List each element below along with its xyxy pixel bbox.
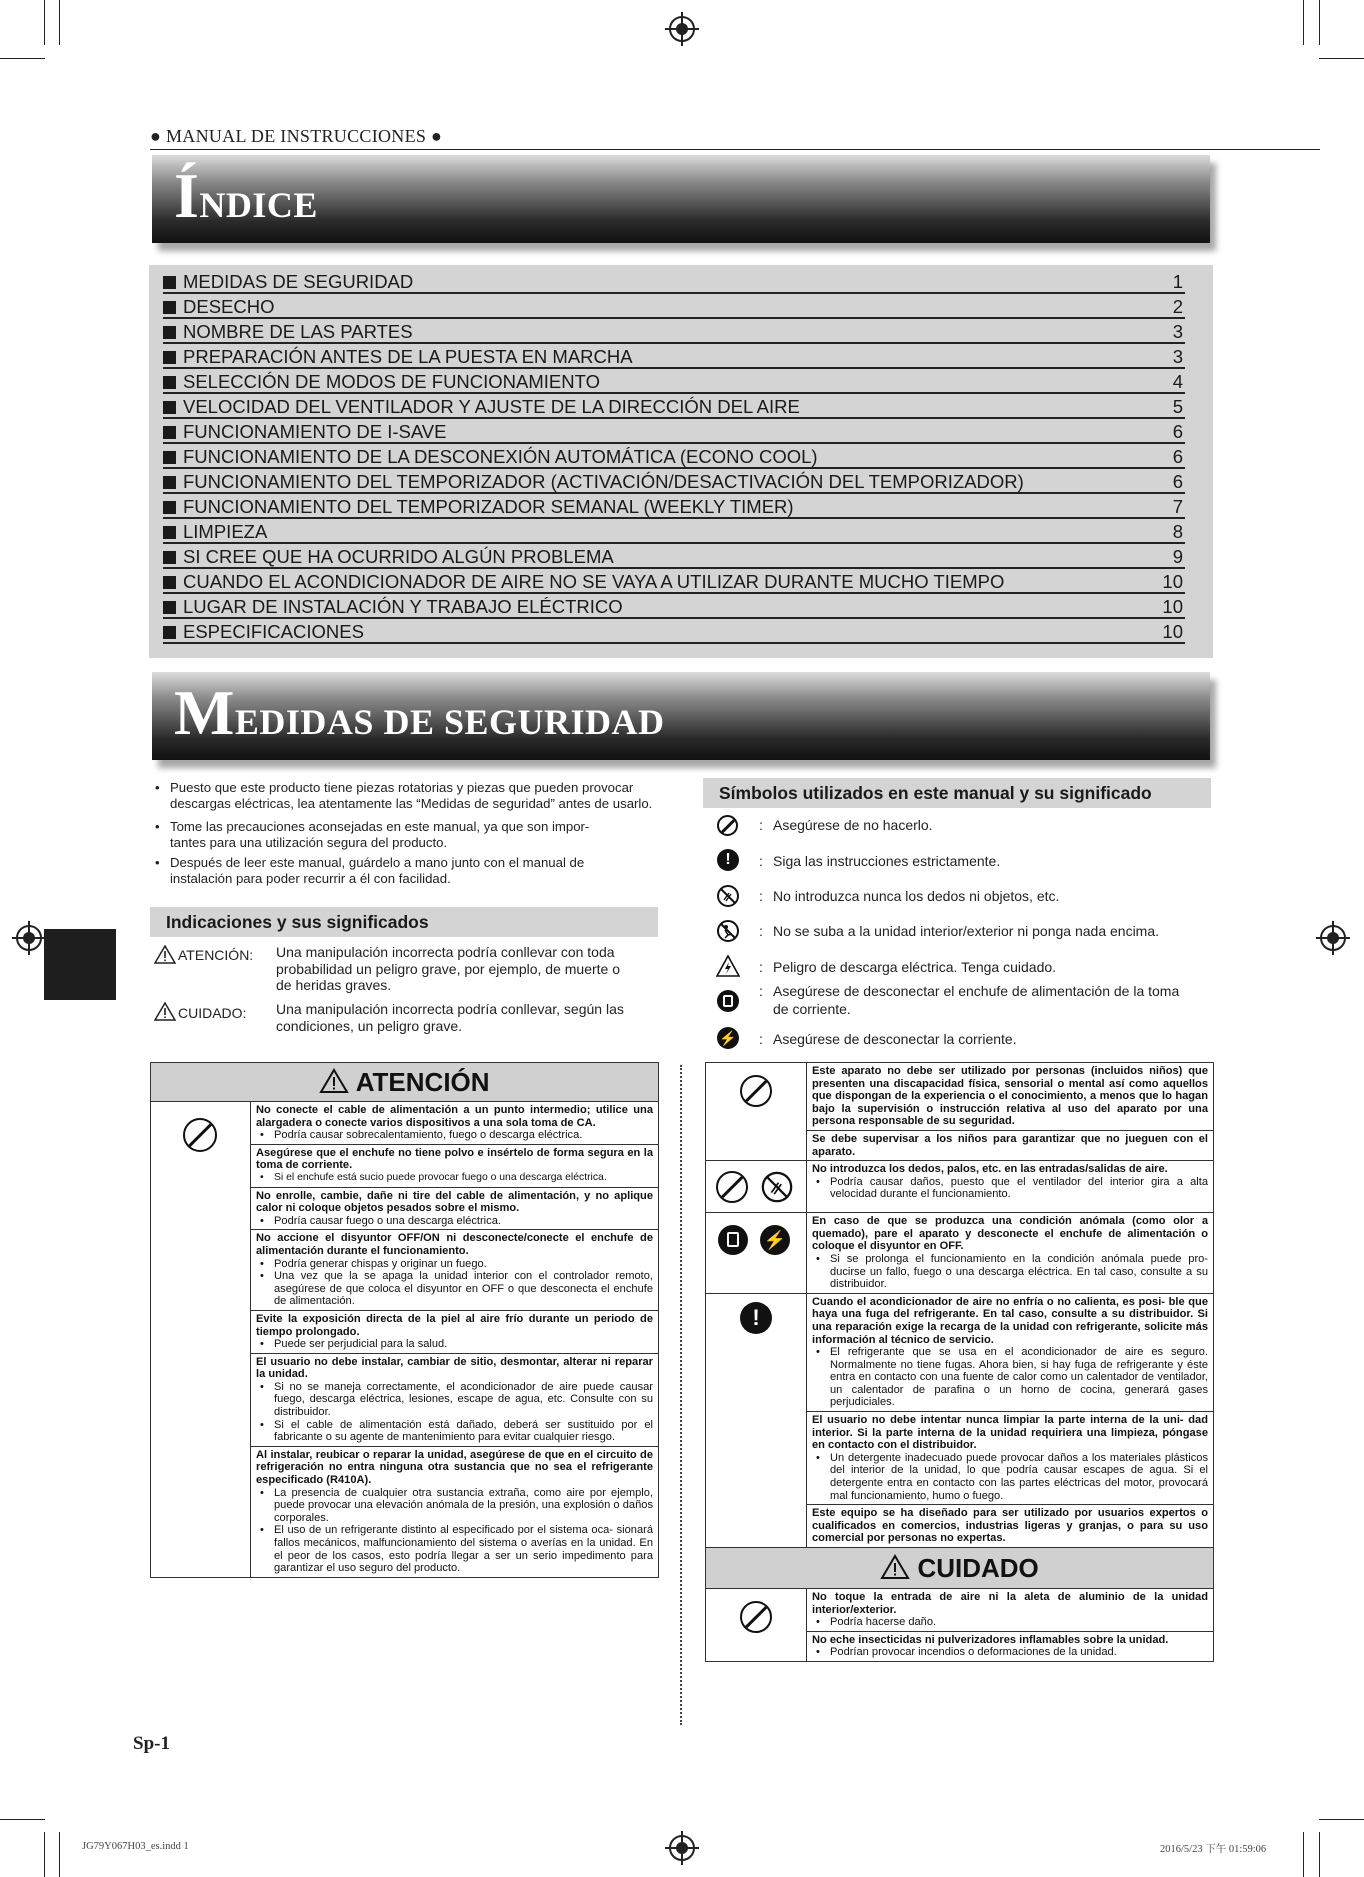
symbol-text: Siga las instrucciones estrictamente. (773, 853, 1001, 869)
symbol-text: No se suba a la unidad interior/exterior ni ponga nada encima. (773, 923, 1160, 939)
icon-cell (706, 1293, 807, 1547)
index-banner (152, 155, 1210, 243)
cuidado-text: Una manipulación incorrecta podría conllevar, según las (276, 1001, 624, 1017)
atencion-text: Una manipulación incorrecta podría conllevar con toda (276, 944, 615, 960)
toc-item[interactable]: FUNCIONAMIENTO DEL TEMPORIZADOR (ACTIVACIÓN/DESACTIVACIÓN DEL TEMPORIZADOR) 6 (163, 469, 1185, 494)
cuidado-table-header: CUIDADO (706, 1548, 1214, 1589)
icon-cell (706, 1589, 807, 1662)
toc-item[interactable]: SELECCIÓN DE MODOS DE FUNCIONAMIENTO 4 (163, 369, 1185, 394)
table-row: ! Cuando el acondicionador de aire no enfría o no calienta, es posi- ble que haya una fuga del refrigerante. En tal caso, consulte a su distribuidor. Si una reparación exige la recarga de la unidad con refrigerante, solicite más información al técnico de servicio. • El refrigerante que se usa en el acondicionador de aire es seguro. Normalmente no tiene fugas. Ahora bien, si hay fuga de refrigerante y éste entra en contacto con una fuente de calor como un calentador de ventilador, un calentador de parafina o un horno de cocina, generará gases perjudiciales. (706, 1293, 1214, 1411)
electric-shock-icon (716, 955, 740, 977)
cuidado-indication (152, 1001, 652, 1037)
exclamation-icon: ! (717, 849, 739, 871)
warning-triangle-icon (880, 1554, 910, 1580)
cuidado-label: CUIDADO: (178, 1005, 247, 1021)
table-row: No enrolle, cambie, dañe ni tire del cable de alimentación, y no aplique calor ni coloque objetos pesados sobre el mismo. • Podría causar fuego o una descarga eléctrica. (151, 1187, 659, 1230)
slug-file: JG79Y067H03_es.indd 1 (82, 1841, 189, 1852)
table-row: Asegúrese que el enchufe no tiene polvo e insértelo de forma segura en la toma de corriente. • Si el enchufe está sucio puede provocar fuego o una descarga eléctrica. (151, 1144, 659, 1187)
table-row: ⚡ En caso de que se produzca una condición anómala (como olor a quemado), pare el aparato y desconecte el enchufe de alimentación o coloque el disyuntor en OFF. • Si se prolonga el funcionamiento en la condición anómala puede pro- ducirse un fallo, fuego o una descarga eléctrica. En tal caso, consulte a su distribuidor. (706, 1213, 1214, 1294)
warning-triangle-icon (154, 945, 176, 964)
toc-item[interactable]: DESECHO 2 (163, 294, 1185, 319)
no-climb-icon (716, 919, 740, 943)
unplug-icon (717, 990, 739, 1012)
symbol-row: ! : Siga las instrucciones estrictamente. (713, 849, 1213, 873)
warning-triangle-icon (154, 1002, 176, 1021)
intro-bullet: • Después de leer este manual, guárdelo a mano junto con el manual de instalación para poder recurrir a él con facilidad. (155, 855, 585, 886)
toc-item[interactable]: FUNCIONAMIENTO DE I-SAVE 6 (163, 419, 1185, 444)
table-row: Este aparato no debe ser utilizado por personas (incluidos niños) que presenten una discapacidad física, sensorial o mental así como aquellos que dispongan de la experiencia o el conocimiento, a menos que lo hagan bajo la supervisión o instrucción relativa al uso del aparato por una persona responsable de su seguridad. (706, 1063, 1214, 1131)
symbol-text: Asegúrese de no hacerlo. (773, 817, 933, 833)
toc-item[interactable]: VELOCIDAD DEL VENTILADOR Y AJUSTE DE LA DIRECCIÓN DEL AIRE 5 (163, 394, 1185, 419)
atencion-table-header: ATENCIÓN (151, 1063, 659, 1102)
atencion-text: de heridas graves. (276, 977, 392, 993)
manual-title: ● MANUAL DE INSTRUCCIONES ● (150, 126, 443, 146)
atencion-text: probabilidad un peligro grave, por ejemplo, de muerte o (276, 960, 620, 977)
no-fingers-icon (716, 884, 740, 908)
page-number: Sp-1 (133, 1733, 170, 1754)
slug-date: 2016/5/23 下午 01:59:06 (1160, 1844, 1267, 1855)
prohibition-icon (716, 1171, 748, 1203)
icon-cell (706, 1213, 807, 1294)
index-title: ÍNDICE (174, 160, 318, 231)
atencion-table (150, 1062, 659, 1578)
toc-item[interactable]: SI CREE QUE HA OCURRIDO ALGÚN PROBLEMA 9 (163, 544, 1185, 569)
icon-cell (706, 1161, 807, 1213)
registration-mark-bottom (669, 1835, 695, 1861)
safety-title: MEDIDAS DE SEGURIDAD (174, 677, 665, 748)
no-fingers-icon (760, 1170, 794, 1204)
atencion-indication (152, 944, 652, 994)
header-rule (150, 149, 1320, 150)
toc-item[interactable]: PREPARACIÓN ANTES DE LA PUESTA EN MARCHA 3 (163, 344, 1185, 369)
table-row: No eche insecticidas ni pulverizadores inflamables sobre la unidad. • Podrían provocar incendios o deformaciones de la unidad. (706, 1631, 1214, 1661)
unplug-icon (718, 1225, 748, 1255)
registration-mark-left (16, 925, 42, 951)
symbol-row: : No se suba a la unidad interior/exterior ni ponga nada encima. (713, 919, 1213, 943)
symbol-text: Asegúrese de desconectar el enchufe de alimentación de la toma (773, 983, 1180, 999)
symbol-row: : Asegúrese de desconectar el enchufe de alimentación de la toma de corriente. (713, 983, 1213, 1019)
toc-item[interactable]: LUGAR DE INSTALACIÓN Y TRABAJO ELÉCTRICO 10 (163, 594, 1185, 619)
toc-item[interactable]: LIMPIEZA 8 (163, 519, 1185, 544)
symbol-row: : Asegúrese de no hacerlo. (713, 814, 1213, 838)
icon-cell (151, 1102, 251, 1578)
table-row: Este equipo se ha diseñado para ser utilizado por usuarios expertos o cualificados en comercios, industrias ligeras y granjas, o para su uso comercial por personas no expertas. (706, 1505, 1214, 1548)
symbol-text: Asegúrese de desconectar la corriente. (773, 1031, 1017, 1047)
symbol-row: : Peligro de descarga eléctrica. Tenga cuidado. (713, 955, 1213, 979)
toc-item[interactable]: MEDIDAS DE SEGURIDAD 1 (163, 269, 1185, 294)
prohibition-icon (740, 1601, 772, 1633)
intro-bullet: • Puesto que este producto tiene piezas rotatorias y piezas que pueden provocar descargas eléctricas, lea atentamente las “Medidas de seguridad” antes de usarlo. (155, 780, 653, 811)
table-row: No conecte el cable de alimentación a un punto intermedio; utilice una alargadera o conecte varios dispositivos a una sola toma de CA. • Podría causar sobrecalentamiento, fuego o descarga eléctrica. (151, 1102, 659, 1145)
cuidado-text: condiciones, un peligro grave. (276, 1017, 463, 1034)
symbols-heading: Símbolos utilizados en este manual y su significado (703, 778, 1211, 808)
toc-item[interactable]: FUNCIONAMIENTO DEL TEMPORIZADOR SEMANAL (WEEKLY TIMER) 7 (163, 494, 1185, 519)
section-tab-marker (44, 929, 116, 1000)
symbol-row: ⚡ : Asegúrese de desconectar la corriente. (713, 1027, 1213, 1051)
symbol-text: de corriente. (773, 1001, 851, 1017)
symbol-row: : No introduzca nunca los dedos ni objetos, etc. (713, 884, 1213, 908)
column-divider (680, 1065, 682, 1725)
registration-mark-right (1320, 925, 1346, 951)
icon-cell (706, 1063, 807, 1161)
table-row: Evite la exposición directa de la piel al aire frío durante un periodo de tiempo prolongado. • Puede ser perjudicial para la salud. (151, 1310, 659, 1353)
table-row: No introduzca los dedos, palos, etc. en las entradas/salidas de aire. • Podría causar daños, puesto que el ventilador del interior gira a alta velocidad durante el funcionamiento. (706, 1161, 1214, 1213)
safety-banner (152, 672, 1210, 760)
warning-triangle-icon (319, 1068, 349, 1094)
symbol-text: Peligro de descarga eléctrica. Tenga cuidado. (773, 959, 1057, 975)
prohibition-icon (717, 815, 738, 836)
indications-heading: Indicaciones y sus significados (150, 907, 658, 937)
table-of-contents (149, 265, 1213, 658)
prohibition-icon (183, 1118, 217, 1152)
table-row: No accione el disyuntor OFF/ON ni desconecte/conecte el enchufe de alimentación durante el funcionamiento. • Podría generar chispas y originar un fuego. • Una vez que la se apaga la unidad interior con el controlador remoto, asegúrese de que coloca el disyuntor en OFF o que desconecta el enchufe de alimentación. (151, 1230, 659, 1311)
table-row: No toque la entrada de aire ni la aleta de aluminio de la unidad interior/exterior. • Podría hacerse daño. (706, 1589, 1214, 1632)
table-row: El usuario no debe instalar, cambiar de sitio, desmontar, alterar ni reparar la unidad. • Si no se maneja correctamente, el acondicionador de aire puede causar fuego, descarga eléctrica, lesiones, escape de agua, etc. Consulte con su distribuidor. • Si el cable de alimentación está dañado, deberá ser sustituido por el fabricante o su agente de mantenimiento para evitar cualquier riesgo. (151, 1353, 659, 1446)
registration-mark-top (669, 16, 695, 42)
table-row: Se debe supervisar a los niños para garantizar que no jueguen con el aparato. (706, 1130, 1214, 1160)
power-off-icon: ⚡ (717, 1027, 739, 1049)
table-row: Al instalar, reubicar o reparar la unidad, asegúrese de que en el circuito de refrigeración no entra ninguna otra sustancia que no sea el refrigerante especificado (R410A). • La presencia de cualquier otra sustancia extraña, como aire por ejemplo, puede provocar una elevación anómala de la presión, una explosión o daños corporales. • El uso de un refrigerante distinto al especificado por el sistema oca- sionará fallos mecánicos, malfuncionamiento del sistema o averías en la unidad. En el peor de los casos, esto podría llegar a ser un serio impedimento para garantizar el uso seguro del producto. (151, 1446, 659, 1577)
symbol-text: No introduzca nunca los dedos ni objetos, etc. (773, 888, 1060, 904)
toc-item[interactable]: ESPECIFICACIONES 10 (163, 619, 1185, 644)
prohibition-icon (740, 1075, 772, 1107)
toc-item[interactable]: CUANDO EL ACONDICIONADOR DE AIRE NO SE VAYA A UTILIZAR DURANTE MUCHO TIEMPO 10 (163, 569, 1185, 594)
exclamation-icon: ! (740, 1302, 772, 1334)
table-row: El usuario no debe intentar nunca limpiar la parte interna de la uni- dad interior. Si la parte interna de la unidad requiriera una limpieza, póngase en contacto con el distribuidor. • Un detergente inadecuado puede provocar daños a los materiales plásticos del interior de la unidad, lo que podría causar escapes de agua. Si el detergente entra en contacto con las partes eléctricas del motor, provocará mal funcionamiento, humo o fuego. (706, 1412, 1214, 1505)
atencion-label: ATENCIÓN: (178, 947, 254, 963)
right-safety-table (705, 1062, 1214, 1662)
toc-item[interactable]: FUNCIONAMIENTO DE LA DESCONEXIÓN AUTOMÁTICA (ECONO COOL) 6 (163, 444, 1185, 469)
toc-item[interactable]: NOMBRE DE LAS PARTES 3 (163, 319, 1185, 344)
intro-bullet: • Tome las precauciones aconsejadas en este manual, ya que son impor- tantes para una utilización segura del producto. (155, 819, 590, 850)
power-off-icon: ⚡ (760, 1225, 790, 1255)
